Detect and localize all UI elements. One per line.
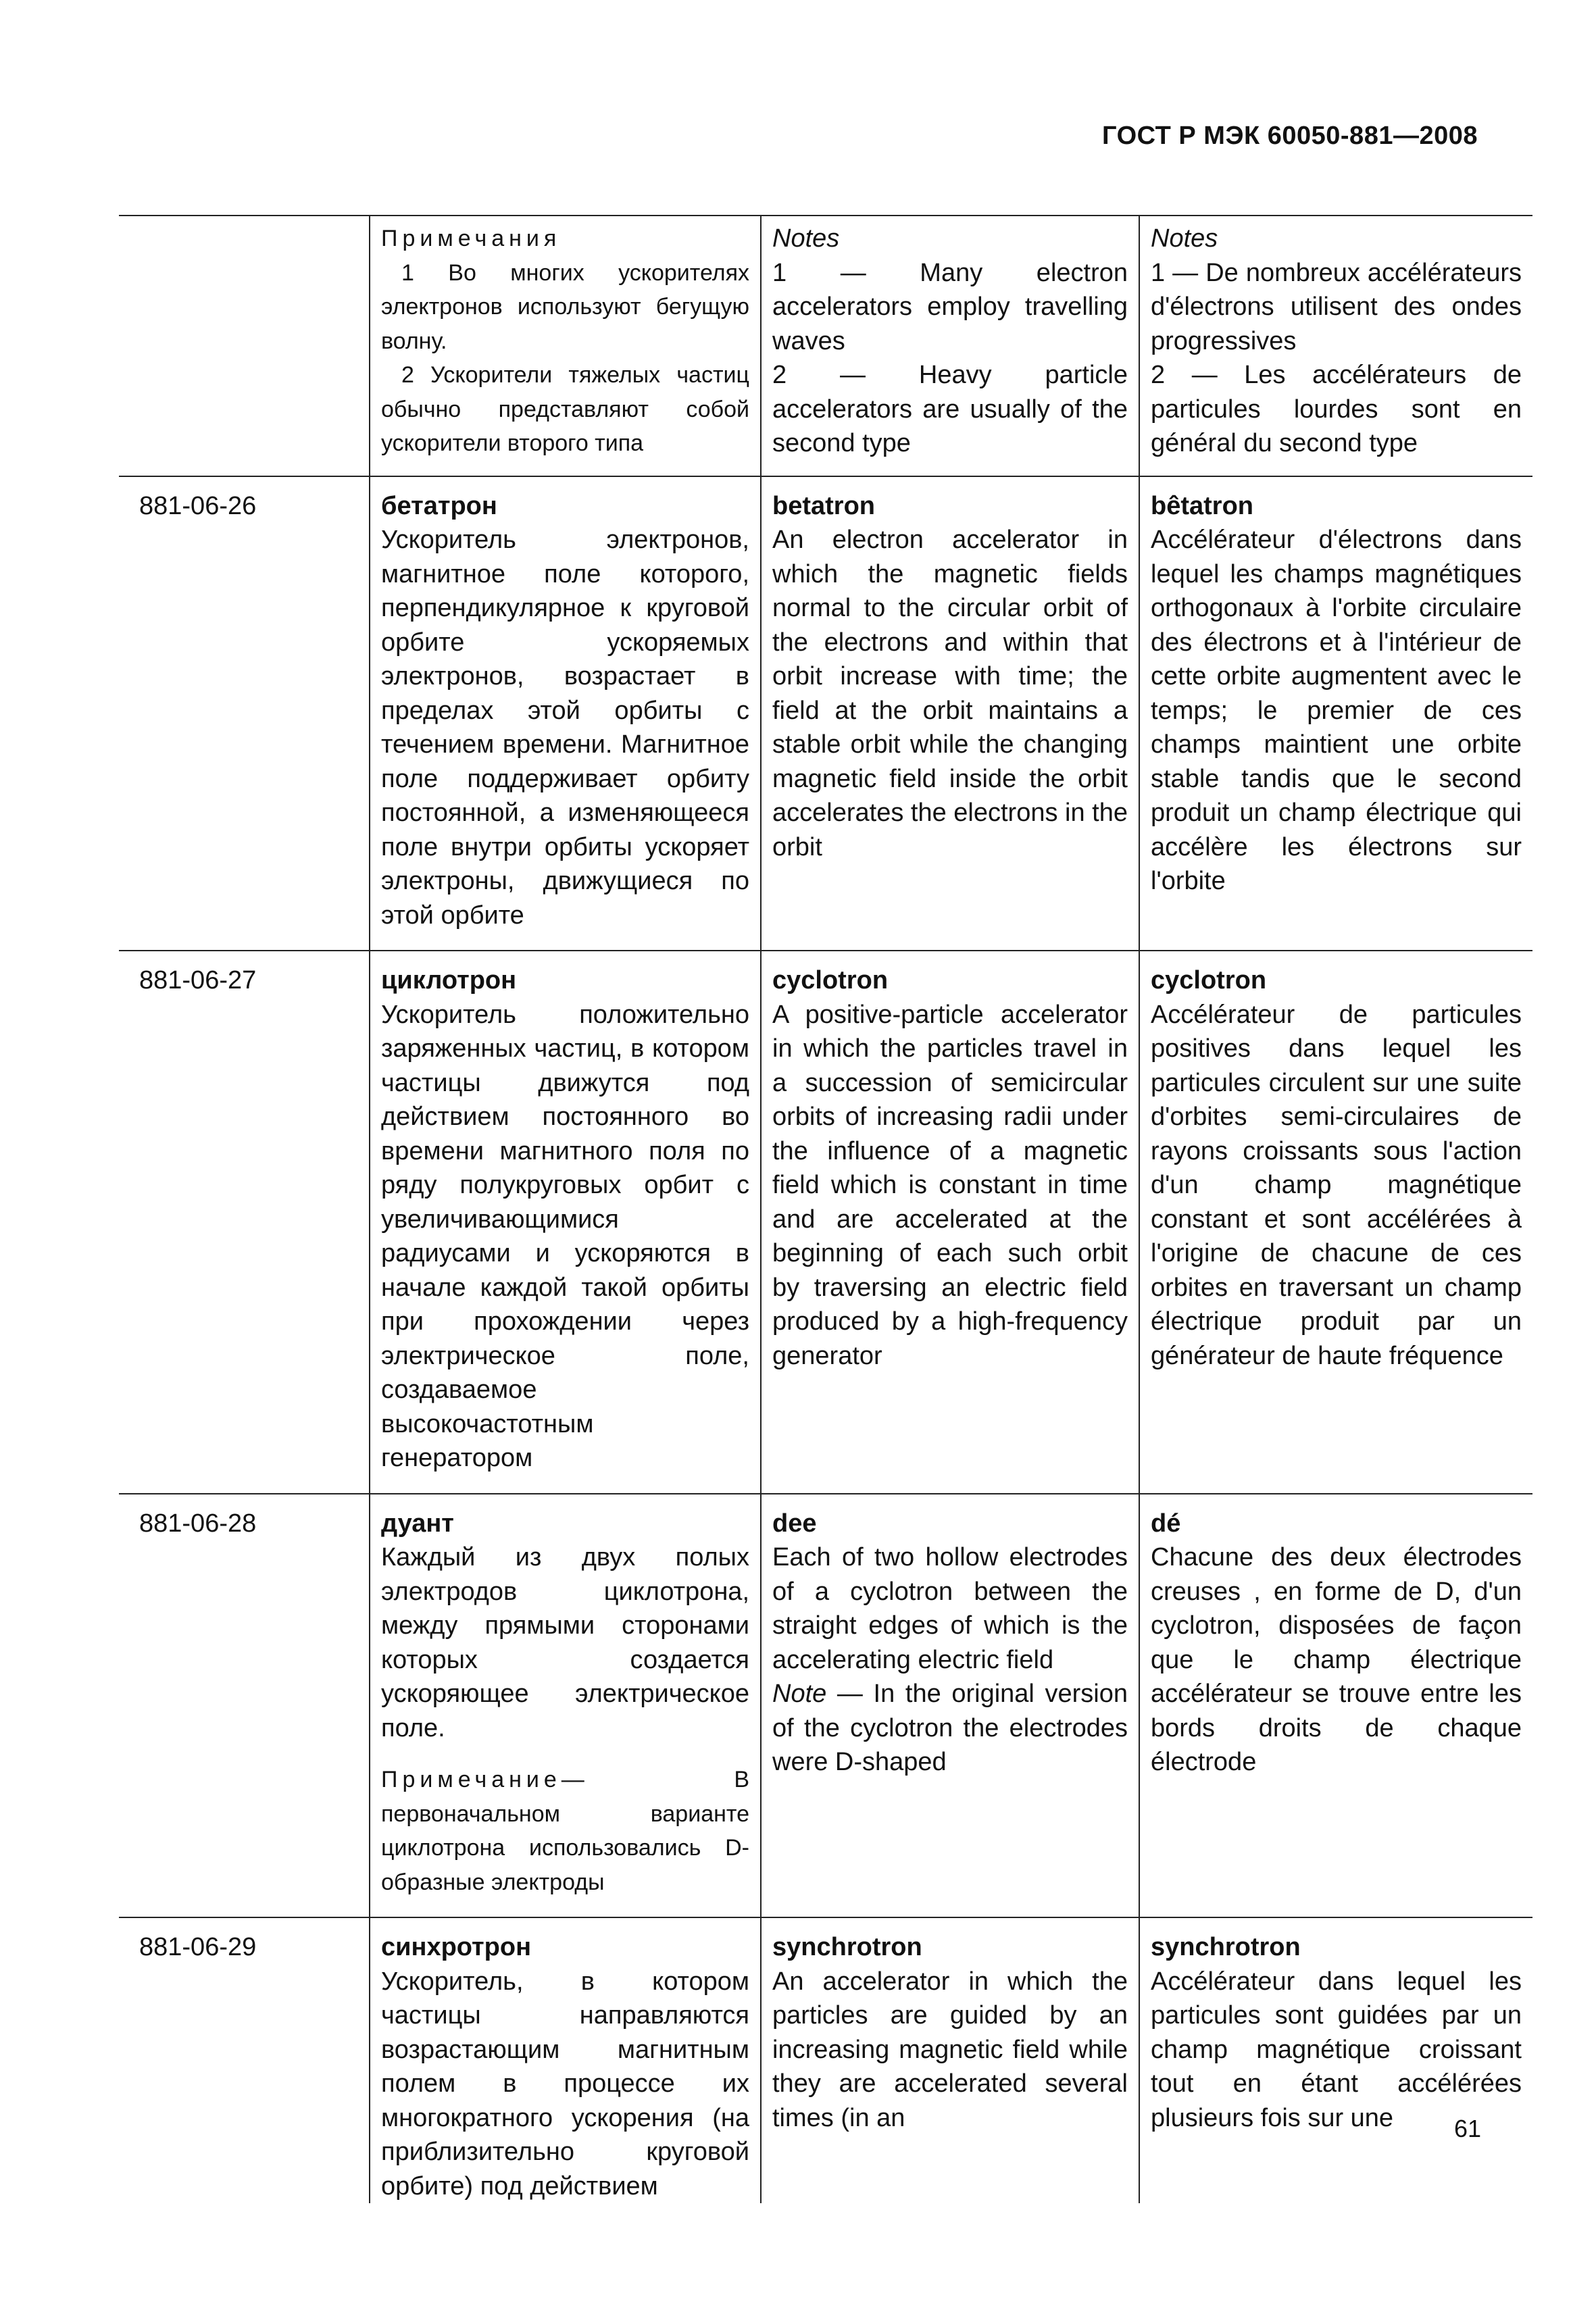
en-term: cyclotron [772,966,889,995]
glossary-entry [119,1917,1532,2203]
entry-id: 881-06-26 [139,491,257,520]
en-notes-cell [761,216,1139,476]
en-cell [761,1917,1139,2203]
fr-notes-heading: Notes [1151,224,1218,253]
fr-cell [1139,951,1532,1494]
ru-definition: Каждый из двух полых электродов циклотрона, между прямыми сторонами которых создается ускоряющее электрическое поле. [381,1543,749,1742]
entry-id-cell [119,216,370,476]
fr-cell [1139,476,1532,951]
ru-notes-cell [370,216,761,476]
fr-term: bêtatron [1151,491,1253,520]
ru-term: синхротрон [381,1933,532,1961]
ru-cell [370,951,761,1494]
en-note-item: 1 — Many electron accelerators employ travelling waves [772,258,1128,355]
en-definition: A positive-particle accelerator in which the particles travel in a succession of semicircular orbits of increasing radii under the influence of a magnetic field which is constant in time and are accelerated at the beginning of each such orbit by traversing an electric field produced by a high-frequency generator [772,1000,1128,1370]
fr-term: synchrotron [1151,1933,1301,1961]
en-definition: Each of two hollow electrodes of a cyclotron between the straight edges of which is the accelerating electric field [772,1543,1128,1674]
ru-note-item: 1 Во многих ускорителях электронов используют бегущую волну. [381,259,749,354]
en-note-label: Note [772,1680,827,1708]
entry-id-cell [119,476,370,951]
document-header: ГОСТ Р МЭК 60050-881—2008 [1102,122,1478,150]
en-cell [761,476,1139,951]
entry-id: 881-06-28 [139,1509,257,1538]
en-notes-heading: Notes [772,224,840,253]
glossary-entry [119,476,1532,951]
fr-definition: Accélérateur d'électrons dans lequel les champs magnétiques orthogonaux à l'orbite circulaire des électrons et à l'intérieur de cette orbite augmentent avec le temps; le premier de ces champs maintient une orbite stable tandis que le second produit un champ électrique qui accélère les électrons sur l'orbite [1151,526,1522,895]
ru-cell [370,1494,761,1918]
ru-cell [370,476,761,951]
glossary-entry [119,951,1532,1494]
ru-note-label: Примечание [381,1767,562,1792]
glossary-entry [119,1494,1532,1918]
en-note-text: — In the original version of the cyclotron the electrodes were D-shaped [772,1680,1128,1776]
en-term: dee [772,1509,817,1538]
fr-cell [1139,1917,1532,2203]
en-note [772,1677,1128,1780]
ru-definition: Ускоритель положительно заряженных частиц, в котором частицы движутся под действием постоянного во времени магнитного поля по ряду полукруговых орбит с увеличивающимися радиусами и ускоряются в начале каждой такой орбиты при прохождении через электрическое поле, создаваемое высокочастотным генератором [381,1000,749,1472]
entry-id-cell [119,1917,370,2203]
en-note-item: 2 — Heavy particle accelerators are usually of the second type [772,361,1128,457]
en-cell [761,951,1139,1494]
fr-cell [1139,1494,1532,1918]
ru-term: циклотрон [381,966,517,995]
ru-cell [370,1917,761,2203]
ru-notes-heading: Примечания [381,226,562,251]
ru-definition: Ускоритель, в котором частицы направляются возрастающим магнитным полем в процессе их многократного ускорения (на приблизительно круговой орбите) под действием [381,1967,749,2200]
entry-id: 881-06-27 [139,966,257,995]
fr-definition: Accélérateur dans lequel les particules sont guidées par un champ magnétique croissant tout en étant accélérées plusieurs fois sur une [1151,1967,1522,2132]
ru-note-text: — В первоначальном варианте циклотрона использовались D-образные электроды [381,1767,749,1895]
en-definition: An electron accelerator in which the magnetic fields normal to the circular orbit of the electrons and within that orbit increase with time; the field at the orbit maintains a stable orbit while the changing magnetic field inside the orbit accelerates the electrons in the orbit [772,526,1128,861]
en-term: synchrotron [772,1933,922,1961]
fr-term: dé [1151,1509,1181,1538]
fr-definition: Accélérateur de particules positives dans lequel les particules circulent sur une suite d'orbites semi-circulaires de rayons croissants sous l'action d'un champ magnétique constant et sont accélérées à l'origine de chacune de ces orbites en traversant un champ électrique produit par un générateur de haute fréquence [1151,1000,1522,1370]
en-definition: An accelerator in which the particles are guided by an increasing magnetic field while they are accelerated several times (in an [772,1967,1128,2132]
fr-note-item: 1 — De nombreux accélérateurs d'électrons utilisent des ondes progressives [1151,258,1522,355]
glossary-table [119,215,1532,2203]
ru-definition: Ускоритель электронов, магнитное поле которого, перпендикулярное к круговой орбите ускоряемых электронов, возрастает в пределах этой орбиты с течением времени. Магнитное поле поддерживает орбиту постоянной, а изменяющееся поле внутри орбиты ускоряет электроны, движущиеся по этой орбите [381,526,749,930]
note-spacer [381,1745,749,1763]
ru-term: дуант [381,1509,454,1538]
ru-note-item: 2 Ускорители тяжелых частиц обычно представляют собой ускорители второго типа [381,362,749,456]
entry-id-cell [119,951,370,1494]
page-number: 61 [1453,2115,1481,2142]
en-cell [761,1494,1139,1918]
ru-note [381,1763,749,1899]
fr-definition: Chacune des deux électrodes creuses , en forme de D, d'un cyclotron, disposées de façon que le champ électrique accélérateur se trouve entre les bords droits de chaque électrode [1151,1543,1522,1776]
entry-id-cell [119,1494,370,1918]
fr-notes-cell [1139,216,1532,476]
ru-term: бетатрон [381,491,497,520]
fr-term: cyclotron [1151,966,1267,995]
notes-row [119,216,1532,476]
fr-note-item: 2 — Les accélérateurs de particules lourdes sont en général du second type [1151,361,1522,457]
entry-id: 881-06-29 [139,1933,257,1961]
en-term: betatron [772,491,875,520]
